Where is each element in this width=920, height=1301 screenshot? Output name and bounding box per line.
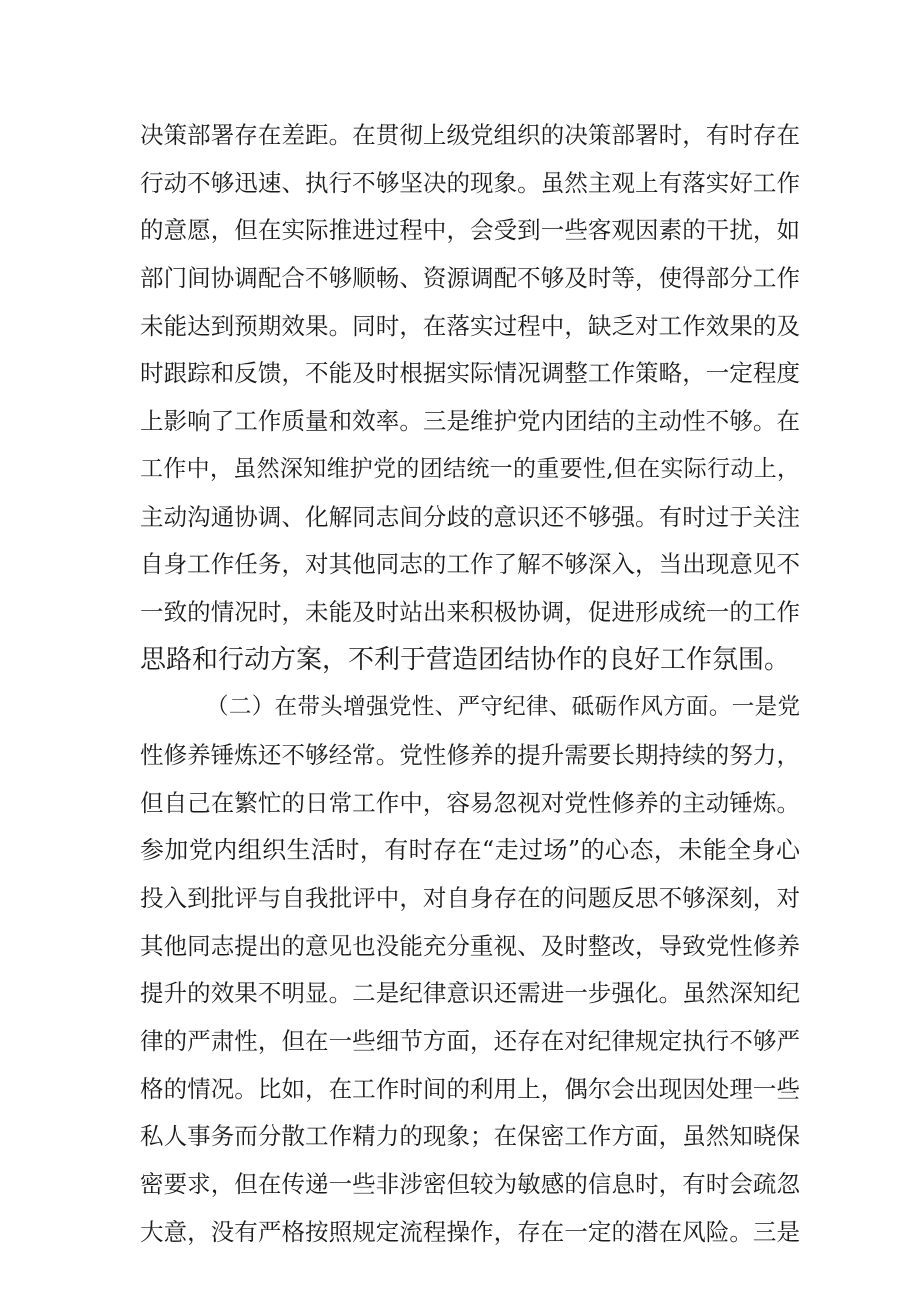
text-line: 参加党内组织生活时，有时存在“走过场”的心态，未能全身心 [140,836,800,865]
text-line: 投入到批评与自我批评中，对自身存在的问题反思不够深刻，对 [140,884,800,912]
text-line: 其他同志提出的意见也没能充分重视、及时整改，导致党性修养 [140,931,800,960]
text-line: 律的严肃性，但在一些细节方面，还存在对纪律规定执行不够严 [140,1027,800,1056]
text-line: 大意，没有严格按照规定流程操作，存在一定的潜在风险。三是 [140,1217,800,1246]
text-line: 工作中，虽然深知维护党的团结统一的重要性,但在实际行动上， [140,455,800,482]
text-line: 未能达到预期效果。同时，在落实过程中，缺乏对工作效果的及 [140,311,800,340]
text-line: 一致的情况时，未能及时站出来积极协调，促进形成统一的工作 [140,597,800,626]
text-line: 决策部署存在差距。在贯彻上级党组织的决策部署时，有时存在 [140,121,800,149]
text-line: 时跟踪和反馈，不能及时根据实际情况调整工作策略，一定程度 [140,359,800,388]
text-line: 密要求，但在传递一些非涉密但较为敏感的信息时，有时会疏忽 [140,1170,800,1199]
text-line: 的意愿，但在实际推进过程中，会受到一些客观因素的干扰，如 [140,216,800,245]
text-line: 主动沟通协调、化解同志间分歧的意识还不够强。有时过于关注 [140,502,800,531]
text-line: 自身工作任务，对其他同志的工作了解不够深入，当出现意见不 [140,550,800,579]
text-line: 格的情况。比如，在工作时间的利用上，偶尔会出现因处理一些 [140,1074,800,1103]
text-line: 私人事务而分散工作精力的现象；在保密工作方面，虽然知晓保 [140,1122,800,1151]
text-line: 部门间协调配合不够顺畅、资源调配不够及时等，使得部分工作 [140,264,800,293]
text-line: 上影响了工作质量和效率。三是维护党内团结的主动性不够。在 [140,407,800,436]
text-line: 性修养锤炼还不够经常。党性修养的提升需要长期持续的努力， [140,740,800,769]
paragraph-end-line: 思路和行动方案，不利于营造团结协作的良好工作氛围。 [140,644,791,675]
section-heading-line: （二）在带头增强党性、严守纪律、砥砺作风方面。一是党 [206,694,800,721]
body-text [140,112,800,1257]
text-line: 行动不够迅速、执行不够坚决的现象。虽然主观上有落实好工作 [140,168,800,197]
text-line: 提升的效果不明显。二是纪律意识还需进一步强化。虽然深知纪 [140,979,800,1008]
text-line: 但自己在繁忙的日常工作中，容易忽视对党性修养的主动锤炼。 [140,788,800,817]
